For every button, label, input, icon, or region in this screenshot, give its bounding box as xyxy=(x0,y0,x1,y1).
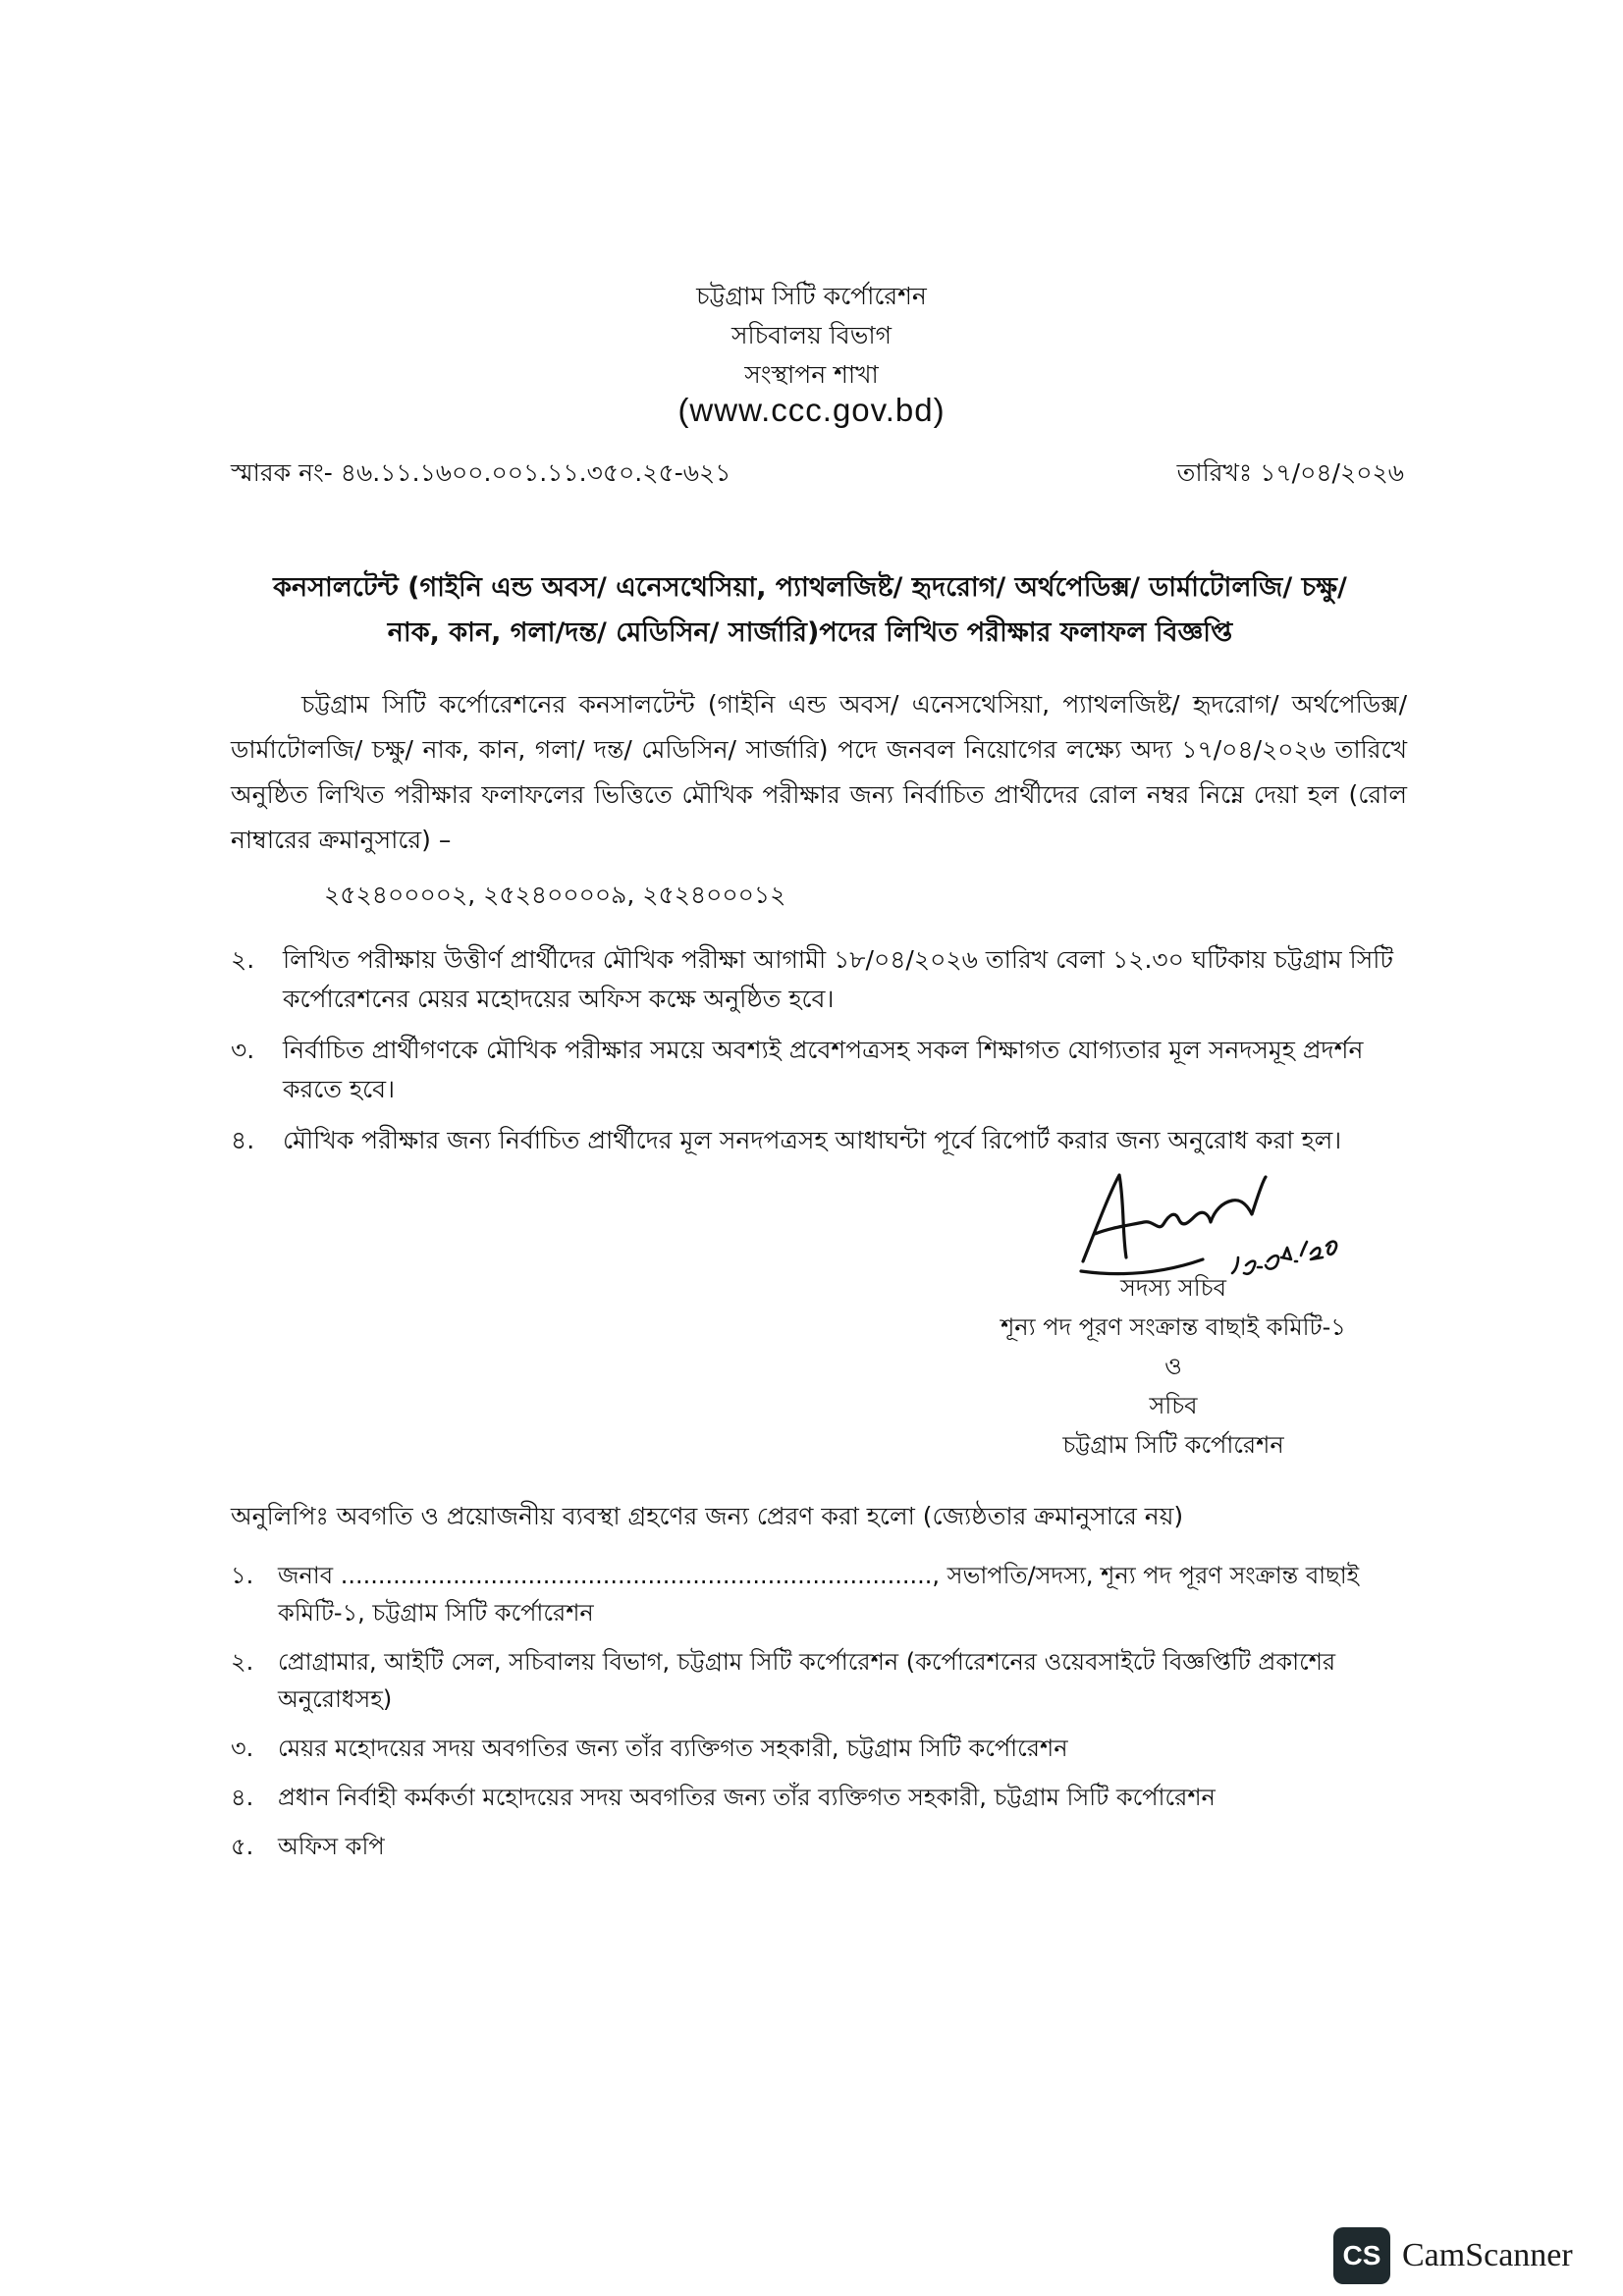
camscanner-watermark xyxy=(1333,2224,1573,2287)
list-item-number: ৩. xyxy=(231,1735,254,1762)
signatory-role: সদস্য সচিব xyxy=(1120,1274,1226,1302)
branch-name: সংস্থাপন শাখা xyxy=(744,360,879,389)
list-item-text: মেয়র মহোদয়ের সদয় অবগতির জন্য তাঁর ব্যক্তিগত সহকারী, চট্টগ্রাম সিটি কর্পোরেশন xyxy=(278,1735,1068,1762)
signatory-committee: শূন্য পদ পূরণ সংক্রান্ত বাছাই কমিটি-১ xyxy=(1001,1313,1346,1341)
list-item-text: প্রধান নির্বাহী কর্মকর্তা মহোদয়ের সদয় অবগতির জন্য তাঁর ব্যক্তিগত সহকারী, চট্টগ্রাম সিটি কর্পোরেশন xyxy=(278,1784,1216,1811)
list-item-number: ৪. xyxy=(231,1784,254,1811)
list-item-text: অফিস কপি xyxy=(278,1833,385,1860)
notice-title-line-1: কনসালটেন্ট (গাইনি এন্ড অবস/ এনেসথেসিয়া, প্যাথলজিষ্ট/ হৃদরোগ/ অর্থপেডিক্স/ ডার্মাটোলজি/ চক্ষু/ xyxy=(273,572,1347,603)
signatory-conjunction: ও xyxy=(1164,1353,1182,1380)
selected-roll-numbers: ২৫২৪০০০০২, ২৫২৪০০০০৯, ২৫২৪০০০১২ xyxy=(324,881,786,909)
list-item xyxy=(231,940,1407,1019)
signatory-title: সচিব xyxy=(1149,1392,1198,1419)
list-item-number: ২. xyxy=(231,945,255,974)
signatory-org: চট্টগ্রাম সিটি কর্পোরেশন xyxy=(1062,1431,1284,1459)
list-item xyxy=(231,1730,1409,1767)
department-name: সচিবালয় বিভাগ xyxy=(731,321,892,349)
list-item xyxy=(231,1031,1407,1109)
memo-row xyxy=(231,454,1404,496)
list-item xyxy=(231,1779,1409,1816)
list-item xyxy=(231,1828,1409,1865)
list-item xyxy=(231,1643,1409,1718)
list-item-text: লিখিত পরীক্ষায় উত্তীর্ণ প্রার্থীদের মৌখিক পরীক্ষা আগামী ১৮/০৪/২০২৬ তারিখ বেলা ১২.৩০ ঘটিকায় চট্টগ্রাম সিটি কর্পোরেশনের মেয়র মহোদয়ের অফিস কক্ষে অনুষ্ঠিত হবে। xyxy=(283,945,1393,1013)
list-item xyxy=(231,1121,1407,1160)
list-item-number: ২. xyxy=(231,1648,254,1676)
list-item-text: মৌখিক পরীক্ষার জন্য নির্বাচিত প্রার্থীদের মূল সনদপত্রসহ আধাঘন্টা পূর্বে রিপোর্ট করার জন্য অনুরোধ করা হল। xyxy=(283,1126,1342,1154)
org-name: চট্টগ্রাম সিটি কর্পোরেশন xyxy=(696,282,927,310)
list-item-number: ৩. xyxy=(231,1036,255,1064)
copy-list xyxy=(231,1557,1409,1877)
camscanner-logo-icon: CS xyxy=(1333,2227,1390,2284)
instruction-list xyxy=(231,940,1407,1172)
list-item-text: জনাব ..............................................................................., সভাপতি/সদস্য, শূন্য পদ পূরণ সংক্রান্ত বাছাই কমিটি-১, চট্টগ্রাম সিটি কর্পোরেশন xyxy=(278,1562,1360,1627)
signature-block xyxy=(972,1268,1375,1465)
camscanner-brand: CamScanner xyxy=(1402,2237,1573,2273)
list-item-number: ৫. xyxy=(231,1833,254,1860)
website-link[interactable]: (www.ccc.gov.bd) xyxy=(677,392,946,428)
memo-reference: স্মারক নং- ৪৬.১১.১৬০০.০০১.১১.৩৫০.২৫-৬২১ xyxy=(231,458,731,487)
list-item-number: ১. xyxy=(231,1562,254,1589)
copy-heading: অনুলিপিঃ অবগতি ও প্রয়োজনীয় ব্যবস্থা গ্রহণের জন্য প্রেরণ করা হলো (জ্যেষ্ঠতার ক্রমানুসারে নয়) xyxy=(231,1502,1184,1530)
notice-title-line-2: নাক, কান, গলা/দন্ত/ মেডিসিন/ সার্জারি)পদের লিখিত পরীক্ষার ফলাফল বিজ্ঞপ্তি xyxy=(387,617,1233,648)
list-item-number: ৪. xyxy=(231,1126,255,1154)
memo-date: তারিখঃ ১৭/০৪/২০২৬ xyxy=(1176,458,1404,487)
notice-title xyxy=(245,565,1375,656)
intro-paragraph: চট্টগ্রাম সিটি কর্পোরেশনের কনসালটেন্ট (গাইনি এন্ড অবস/ এনেসথেসিয়া, প্যাথলজিষ্ট/ হৃদরোগ/ অর্থপেডিক্স/ ডার্মাটোলজি/ চক্ষু/ নাক, কান, গলা/ দন্ত/ মেডিসিন/ সার্জারি) পদে জনবল নিয়োগের লক্ষ্যে অদ্য ১৭/০৪/২০২৬ তারিখে অনুষ্ঠিত লিখিত পরীক্ষার ফলাফলের ভিত্তিতে মৌখিক পরীক্ষার জন্য নির্বাচিত প্রার্থীদের রোল নম্বর নিম্নে দেয়া হল (রোল নাম্বারের ক্রমানুসারে) – xyxy=(231,690,1407,854)
list-item xyxy=(231,1557,1409,1631)
list-item-text: নির্বাচিত প্রার্থীগণকে মৌখিক পরীক্ষার সময়ে অবশ্যই প্রবেশপত্রসহ সকল শিক্ষাগত যোগ্যতার মূল সনদসমূহ প্রদর্শন করতে হবে। xyxy=(283,1036,1364,1103)
list-item-text: প্রোগ্রামার, আইটি সেল, সচিবালয় বিভাগ, চট্টগ্রাম সিটি কর্পোরেশন (কর্পোরেশনের ওয়েবসাইটে বিজ্ঞপ্তিটি প্রকাশের অনুরোধসহ) xyxy=(278,1648,1336,1713)
